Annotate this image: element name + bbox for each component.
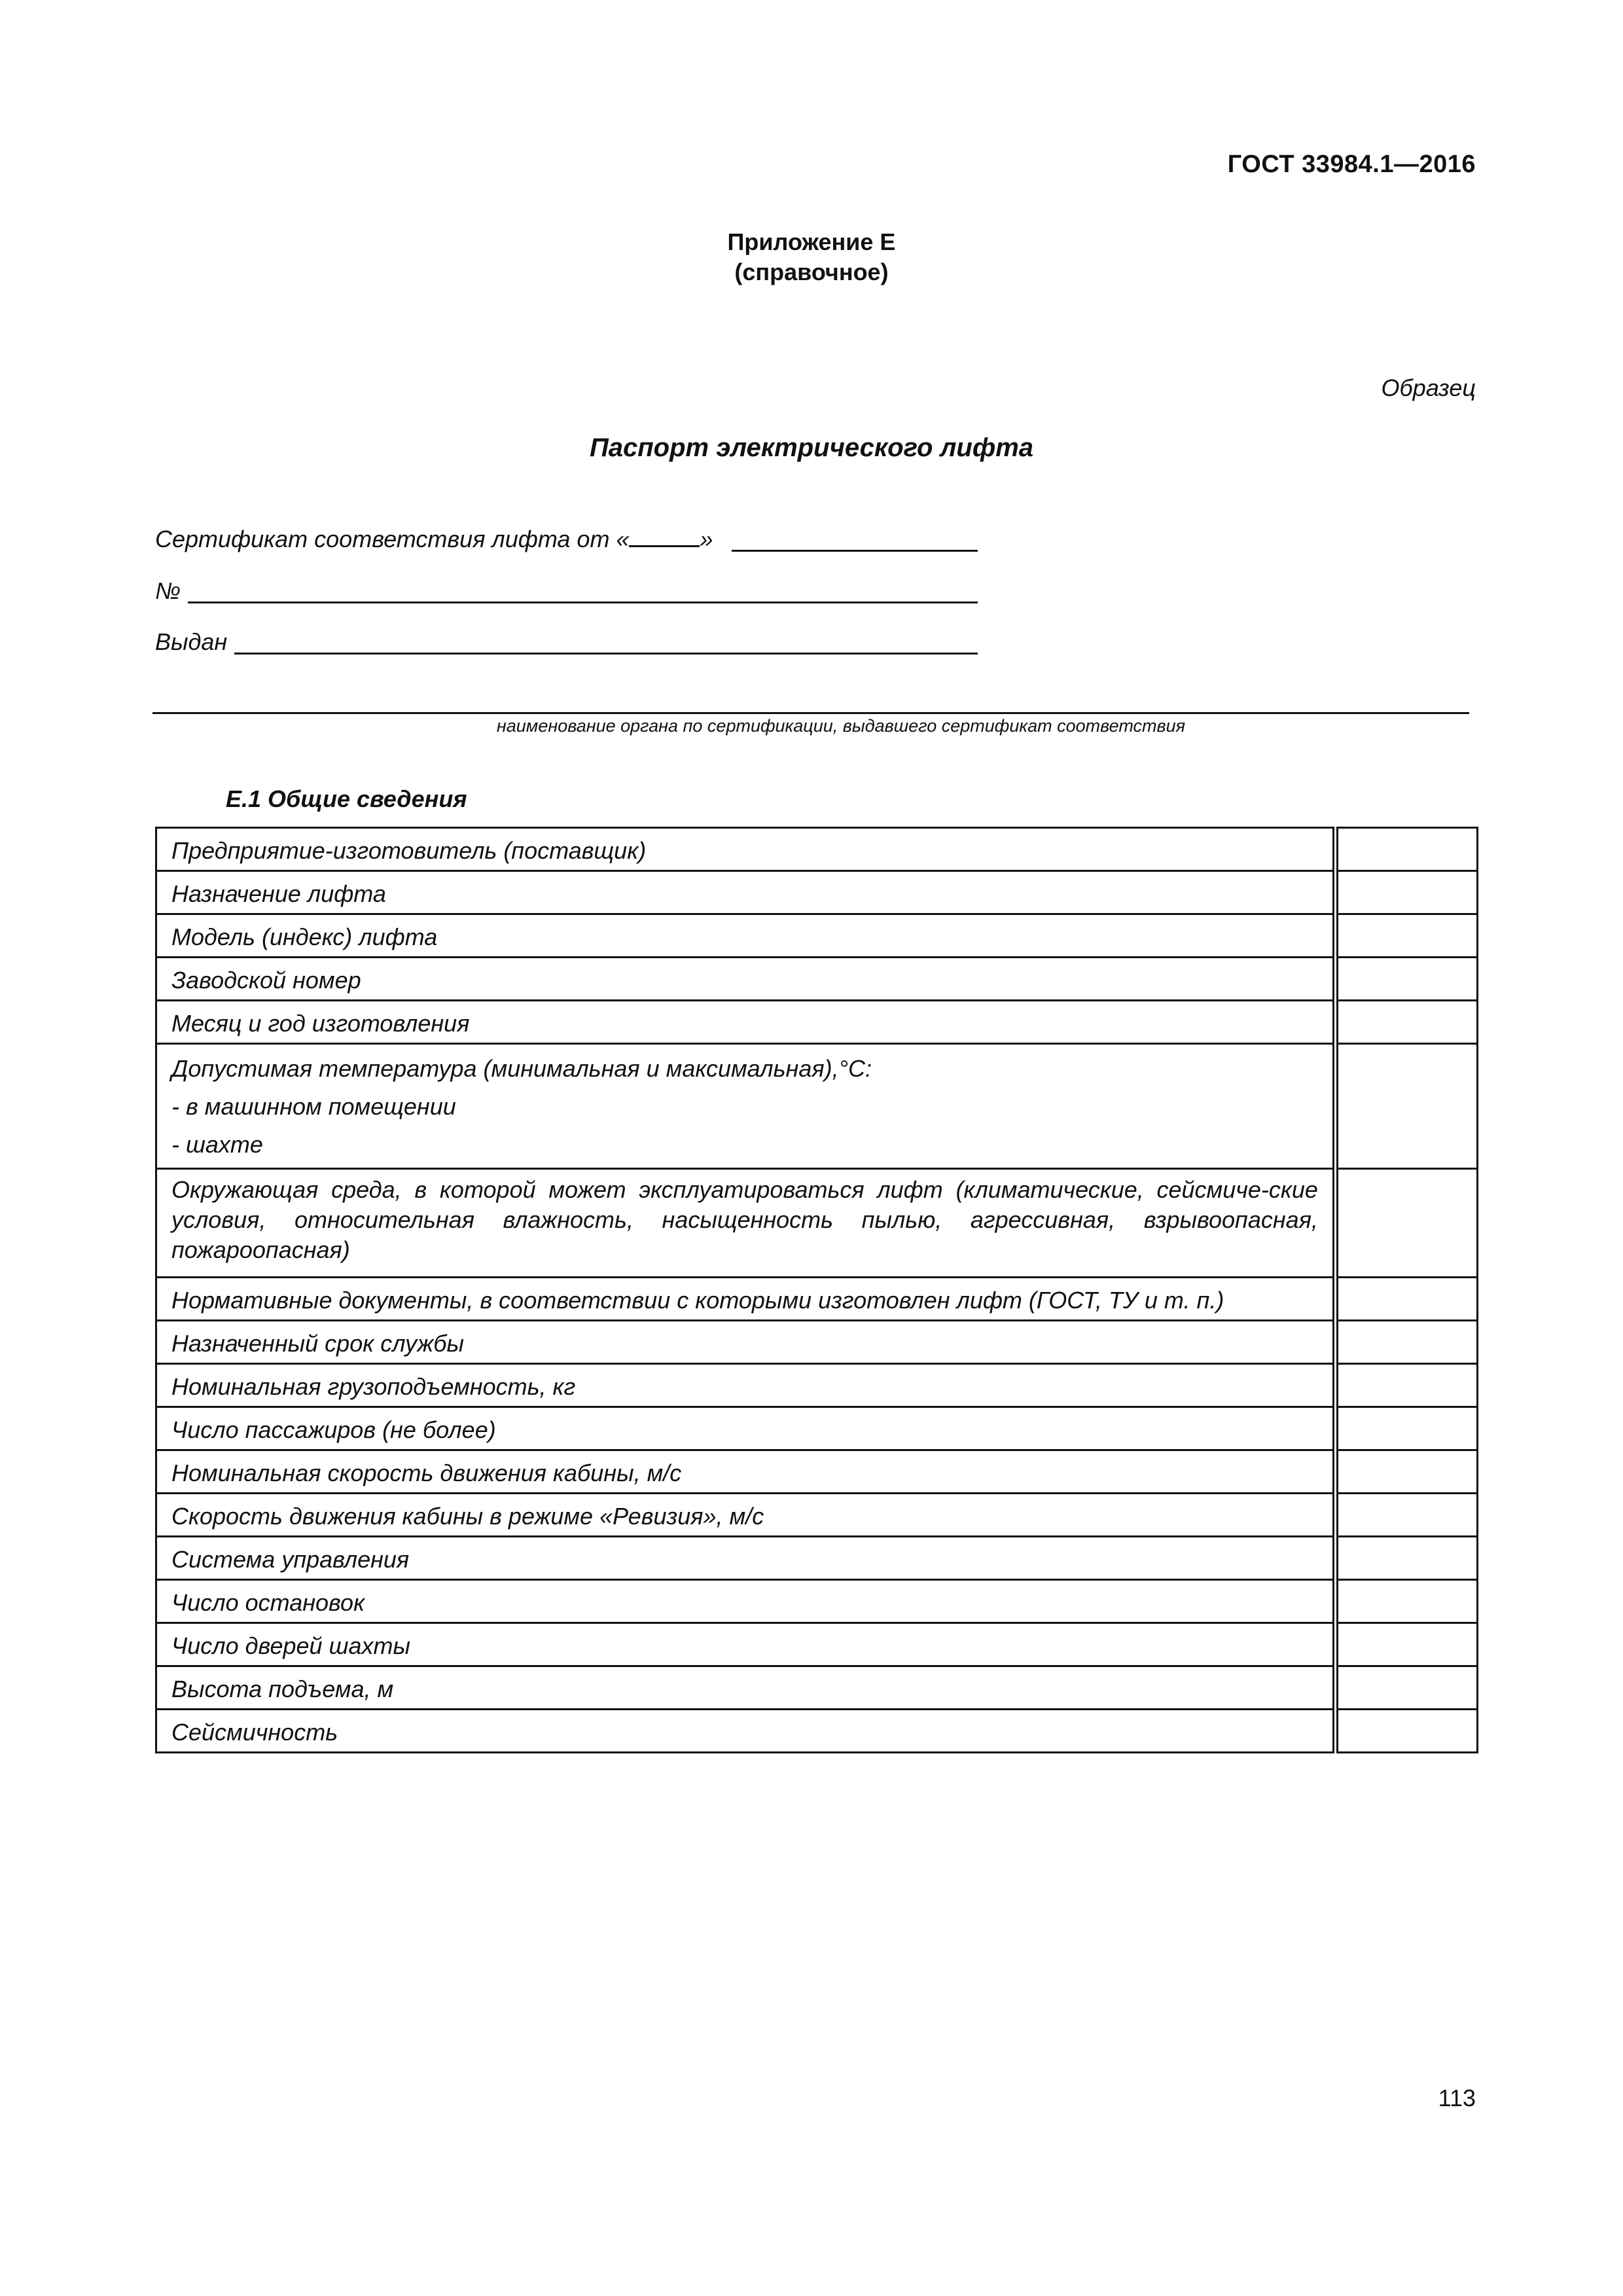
row-value-cell[interactable] xyxy=(1335,1494,1477,1537)
row-value-cell[interactable] xyxy=(1335,1169,1477,1278)
sample-label: Образец xyxy=(1381,374,1476,401)
issuer-caption: наименование органа по сертификации, выдавшего сертификат соответствия xyxy=(496,716,1186,736)
row-label: Скорость движения кабины в режиме «Ревизия», м/с xyxy=(156,1494,1336,1537)
general-info-table xyxy=(155,827,1478,1753)
table-row xyxy=(156,1580,1478,1623)
row-label: Номинальная скорость движения кабины, м/с xyxy=(156,1450,1336,1494)
row-value-cell[interactable] xyxy=(1335,1001,1477,1044)
certificate-field xyxy=(155,526,713,553)
row-value-cell[interactable] xyxy=(1335,828,1477,871)
table-row-temperature xyxy=(156,1044,1478,1169)
certificate-day-blank[interactable] xyxy=(629,526,700,547)
table-row xyxy=(156,1494,1478,1537)
row-label: Месяц и год изготовления xyxy=(156,1001,1336,1044)
table-row xyxy=(156,1710,1478,1753)
environment-label: Окружающая среда, в которой может эксплуатироваться лифт (климатические, сейсмиче-ские условия, относительная влажность, насыщенность пылью, агрессивная, взрывоопасная, пожароопасная) xyxy=(171,1176,1318,1263)
number-blank[interactable] xyxy=(188,581,978,603)
issuer-blank[interactable] xyxy=(152,712,1469,714)
row-label: Заводской номер xyxy=(156,958,1336,1001)
issued-label: Выдан xyxy=(155,628,228,655)
row-label: Высота подъема, м xyxy=(156,1666,1336,1710)
number-label: № xyxy=(155,577,181,604)
page-number: 113 xyxy=(1438,2085,1476,2111)
number-field xyxy=(155,577,181,605)
table-row-environment xyxy=(156,1169,1478,1278)
table-row xyxy=(156,1537,1478,1580)
row-value-cell[interactable] xyxy=(1335,871,1477,914)
row-label: Назначенный срок службы xyxy=(156,1321,1336,1364)
table-row xyxy=(156,871,1478,914)
row-label: Система управления xyxy=(156,1537,1336,1580)
certificate-label: Сертификат соответствия лифта от « xyxy=(155,526,630,552)
temperature-title: Допустимая температура (минимальная и максимальная),°С: xyxy=(171,1055,872,1082)
table-row xyxy=(156,958,1478,1001)
row-value-cell[interactable] xyxy=(1335,958,1477,1001)
table-row xyxy=(156,1623,1478,1666)
row-label: Число пассажиров (не более) xyxy=(156,1407,1336,1450)
table-row xyxy=(156,1450,1478,1494)
row-label: Нормативные документы, в соответствии с которыми изготовлен лифт (ГОСТ, ТУ и т. п.) xyxy=(156,1278,1336,1321)
row-value-cell[interactable] xyxy=(1335,1407,1477,1450)
issued-field xyxy=(155,628,227,656)
row-label: Назначение лифта xyxy=(156,871,1336,914)
document-code: ГОСТ 33984.1—2016 xyxy=(1227,151,1476,178)
row-label: Номинальная грузоподъемность, кг xyxy=(156,1364,1336,1407)
row-value-cell[interactable] xyxy=(1335,1450,1477,1494)
row-value-cell[interactable] xyxy=(1335,1364,1477,1407)
table-row xyxy=(156,1001,1478,1044)
row-label: Модель (индекс) лифта xyxy=(156,914,1336,958)
table-row xyxy=(156,828,1478,871)
row-label: Число остановок xyxy=(156,1580,1336,1623)
table-row xyxy=(156,1364,1478,1407)
table-row xyxy=(156,1407,1478,1450)
table-row xyxy=(156,1321,1478,1364)
appendix-subtitle: (справочное) xyxy=(734,259,889,285)
row-label: Число дверей шахты xyxy=(156,1623,1336,1666)
row-label: Предприятие-изготовитель (поставщик) xyxy=(156,828,1336,871)
section-heading: Е.1 Общие сведения xyxy=(226,785,467,812)
table-row xyxy=(156,1666,1478,1710)
row-value-cell[interactable] xyxy=(1335,1321,1477,1364)
temperature-machine-room: - в машинном помещении xyxy=(171,1093,456,1120)
certificate-quote-close: » xyxy=(700,526,713,552)
temperature-shaft: - шахте xyxy=(171,1131,263,1158)
row-value-cell[interactable] xyxy=(1335,1044,1477,1169)
table-row xyxy=(156,1278,1478,1321)
appendix-title: Приложение Е xyxy=(727,228,896,255)
row-value-cell[interactable] xyxy=(1335,1278,1477,1321)
row-value-cell[interactable] xyxy=(1335,914,1477,958)
row-value-cell[interactable] xyxy=(1335,1666,1477,1710)
temperature-label-cell xyxy=(156,1044,1336,1169)
row-value-cell[interactable] xyxy=(1335,1623,1477,1666)
document-title: Паспорт электрического лифта xyxy=(589,433,1034,462)
row-value-cell[interactable] xyxy=(1335,1537,1477,1580)
row-label: Сейсмичность xyxy=(156,1710,1336,1753)
row-value-cell[interactable] xyxy=(1335,1710,1477,1753)
issued-blank[interactable] xyxy=(234,632,978,655)
environment-label-cell xyxy=(156,1169,1336,1278)
row-value-cell[interactable] xyxy=(1335,1580,1477,1623)
certificate-date-blank[interactable] xyxy=(732,529,978,552)
table-row xyxy=(156,914,1478,958)
